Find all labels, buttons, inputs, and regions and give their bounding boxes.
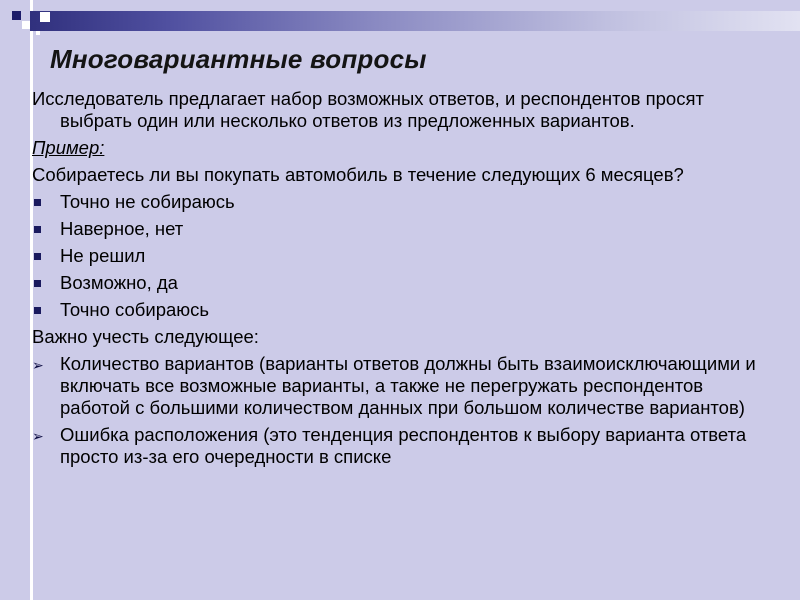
arrow-bullet-icon: ➢ xyxy=(32,357,44,373)
header-gradient-band xyxy=(30,11,800,31)
square-bullet-icon xyxy=(32,218,52,240)
example-question: Собираетесь ли вы покупать автомобиль в течение следующих 6 месяцев? xyxy=(32,164,684,185)
option-item xyxy=(32,299,772,321)
square-bullet-icon xyxy=(32,299,52,321)
note-item xyxy=(32,424,772,468)
square-bullet-icon xyxy=(32,245,52,267)
intro-paragraph: Исследователь предлагает набор возможных ответов, и респондентов просят выбрать один или несколько ответов из предложенных вариантов. xyxy=(32,88,704,131)
decorative-square-icon xyxy=(36,31,40,35)
note-text: Ошибка расположения (это тенденция респондентов к выбору варианта ответа просто из-за его очередности в списке xyxy=(60,424,747,467)
note-item xyxy=(32,353,772,419)
option-item xyxy=(32,191,772,213)
option-text: Точно собираюсь xyxy=(60,299,210,320)
decorative-square-icon xyxy=(12,11,21,20)
option-text: Наверное, нет xyxy=(60,218,184,239)
slide-body xyxy=(32,88,772,473)
note-heading: Важно учесть следующее: xyxy=(32,326,259,347)
slide-title: Многовариантные вопросы xyxy=(50,44,427,74)
option-text: Не решил xyxy=(60,245,146,266)
example-label: Пример: xyxy=(32,137,105,158)
option-text: Точно не собираюсь xyxy=(60,191,235,212)
option-text: Возможно, да xyxy=(60,272,178,293)
option-item xyxy=(32,245,772,267)
decorative-square-icon xyxy=(40,12,50,22)
option-item xyxy=(32,218,772,240)
note-text: Количество вариантов (варианты ответов должны быть взаимоисключающими и включать все возможные варианты, а также не перегружать респондентов работой с большими количеством данных при большом количестве вариантов) xyxy=(60,353,756,418)
option-item xyxy=(32,272,772,294)
square-bullet-icon xyxy=(32,191,52,213)
square-bullet-icon xyxy=(32,272,52,294)
arrow-bullet-icon: ➢ xyxy=(32,428,44,444)
decorative-square-icon xyxy=(22,21,30,29)
